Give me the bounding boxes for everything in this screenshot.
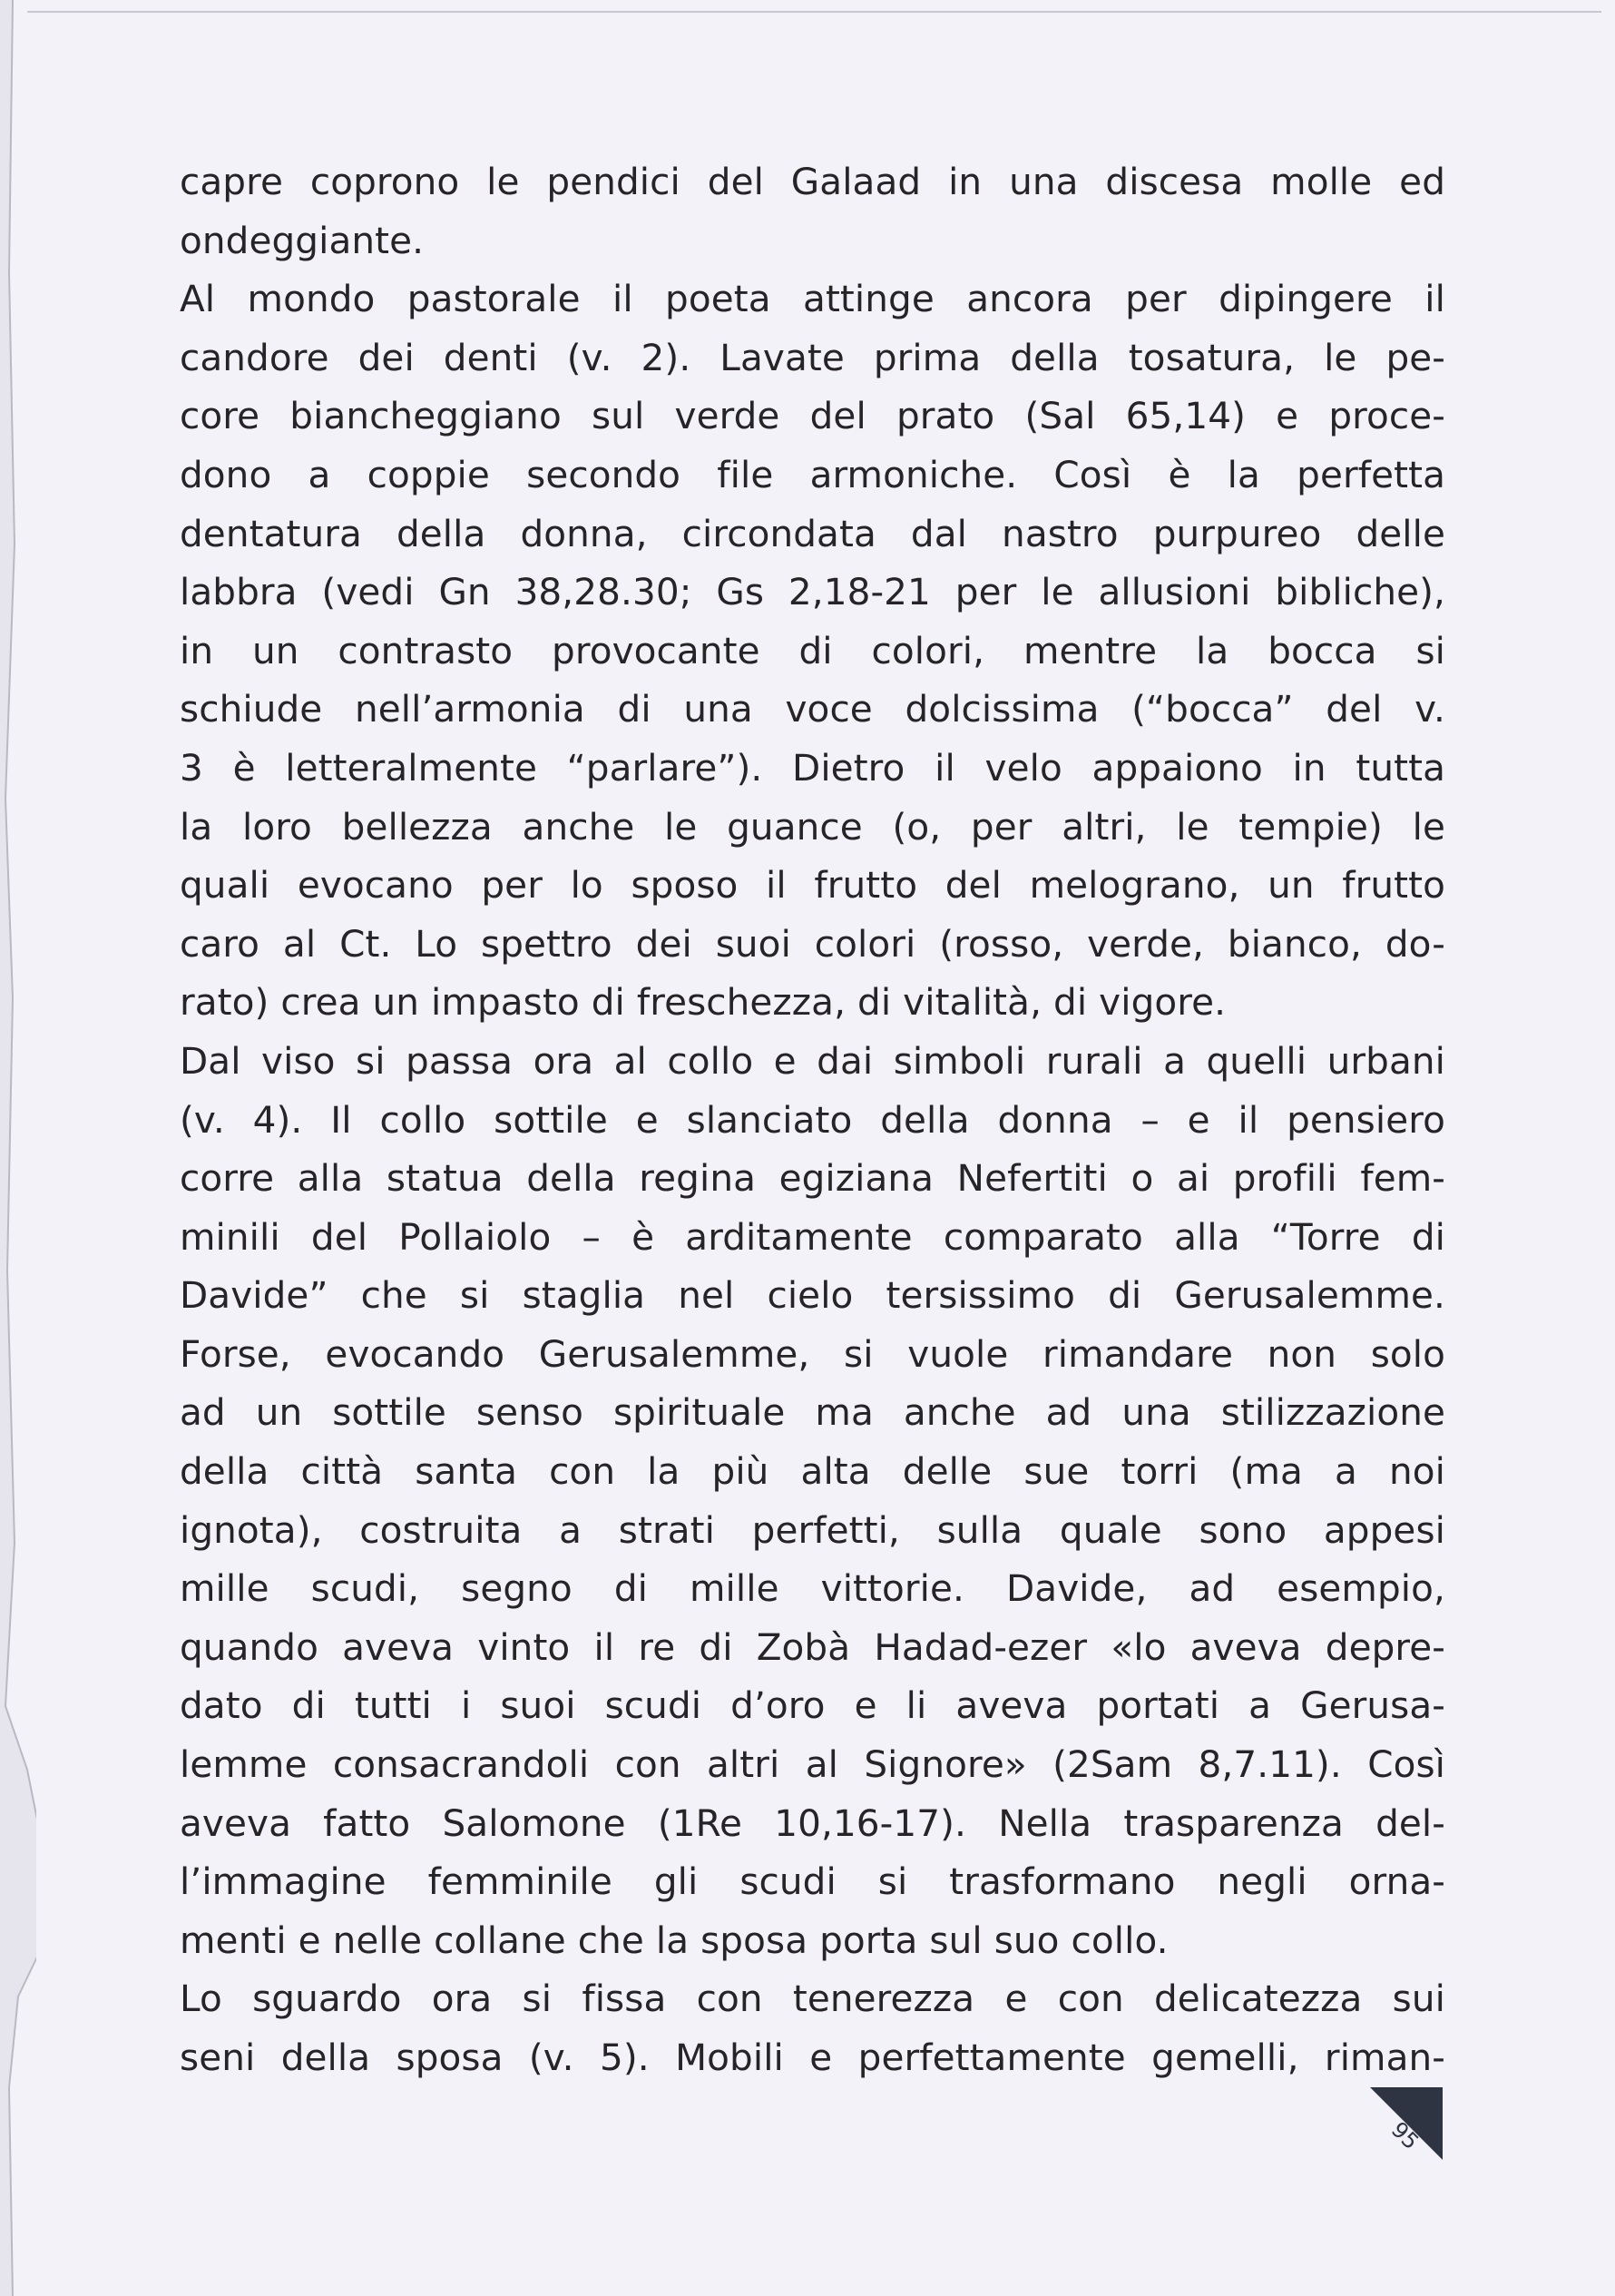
text-line: mille scudi, segno di mille vittorie. Davide, ad esempio,	[180, 1566, 1445, 1611]
text-line: la loro bellezza anche le guance (o, per altri, le tempie) le	[180, 804, 1445, 849]
text-line: capre coprono le pendici del Galaad in una discesa molle ed	[180, 160, 1445, 203]
text-line: menti e nelle collane che la sposa porta sul suo collo.	[180, 1918, 1169, 1962]
text-line: 3 è letteralmente “parlare”). Dietro il velo appaiono in tutta	[180, 745, 1445, 790]
text-line: caro al Ct. Lo spettro dei suoi colori (rosso, verde, bianco, do-	[180, 921, 1445, 966]
text-line: dono a coppie secondo file armoniche. Così è la perfetta	[180, 452, 1445, 496]
page-corner-marker	[1370, 2087, 1443, 2160]
text-line: Davide” che si staglia nel cielo tersissimo di Gerusalemme.	[180, 1273, 1445, 1318]
page-number: 95	[1385, 2116, 1424, 2155]
text-line: Dal viso si passa ora al collo e dai simboli rurali a quelli urbani	[180, 1038, 1445, 1083]
text-line: (v. 4). Il collo sottile e slanciato della donna – e il pensiero	[180, 1097, 1445, 1142]
torn-left-edge	[0, 0, 36, 2296]
text-line: della città santa con la più alta delle sue torri (ma a noi	[180, 1449, 1445, 1494]
text-line: minili del Pollaiolo – è arditamente comparato alla “Torre di	[180, 1214, 1445, 1259]
text-line: ignota), costruita a strati perfetti, sulla quale sono appesi	[180, 1507, 1445, 1552]
text-line: rato) crea un impasto di freschezza, di vitalità, di vigore.	[180, 980, 1227, 1025]
text-line: quali evocano per lo sposo il frutto del melograno, un frutto	[180, 863, 1445, 908]
text-line: ad un sottile senso spirituale ma anche ad una stilizzazione	[180, 1390, 1445, 1435]
text-line: l’immagine femminile gli scudi si trasformano negli orna-	[180, 1859, 1445, 1904]
text-line: dentatura della donna, circondata dal nastro purpureo delle	[180, 511, 1445, 555]
text-line: quando aveva vinto il re di Zobà Hadad-ezer «lo aveva depre-	[180, 1624, 1445, 1669]
text-line: Forse, evocando Gerusalemme, si vuole rimandare non solo	[180, 1331, 1445, 1376]
text-line: corre alla statua della regina egiziana Nefertiti o ai profili fem-	[180, 1156, 1445, 1201]
text-line: Al mondo pastorale il poeta attinge ancora per dipingere il	[180, 277, 1445, 321]
text-line: aveva fatto Salomone (1Re 10,16-17). Nella trasparenza del-	[180, 1800, 1445, 1845]
text-line: in un contrasto provocante di colori, mentre la bocca si	[180, 628, 1445, 672]
text-line: labbra (vedi Gn 38,28.30; Gs 2,18-21 per le allusioni bibliche),	[180, 570, 1445, 614]
text-line: lemme consacrandoli con altri al Signore» (2Sam 8,7.11). Così	[180, 1742, 1445, 1787]
text-line: ondeggiante.	[180, 218, 425, 262]
text-line: dato di tutti i suoi scudi d’oro e li aveva portati a Gerusa-	[180, 1683, 1445, 1728]
page-top-edge	[27, 11, 1601, 13]
text-line: schiude nell’armonia di una voce dolcissima (“bocca” del v.	[180, 687, 1445, 731]
text-line: Lo sguardo ora si fissa con tenerezza e con delicatezza sui	[180, 1977, 1445, 2021]
body-text	[180, 152, 1445, 2087]
text-line: candore dei denti (v. 2). Lavate prima della tosatura, le pe-	[180, 335, 1445, 379]
text-line: core biancheggiano sul verde del prato (Sal 65,14) e proce-	[180, 394, 1445, 438]
text-line: seni della sposa (v. 5). Mobili e perfettamente gemelli, riman-	[180, 2036, 1445, 2079]
